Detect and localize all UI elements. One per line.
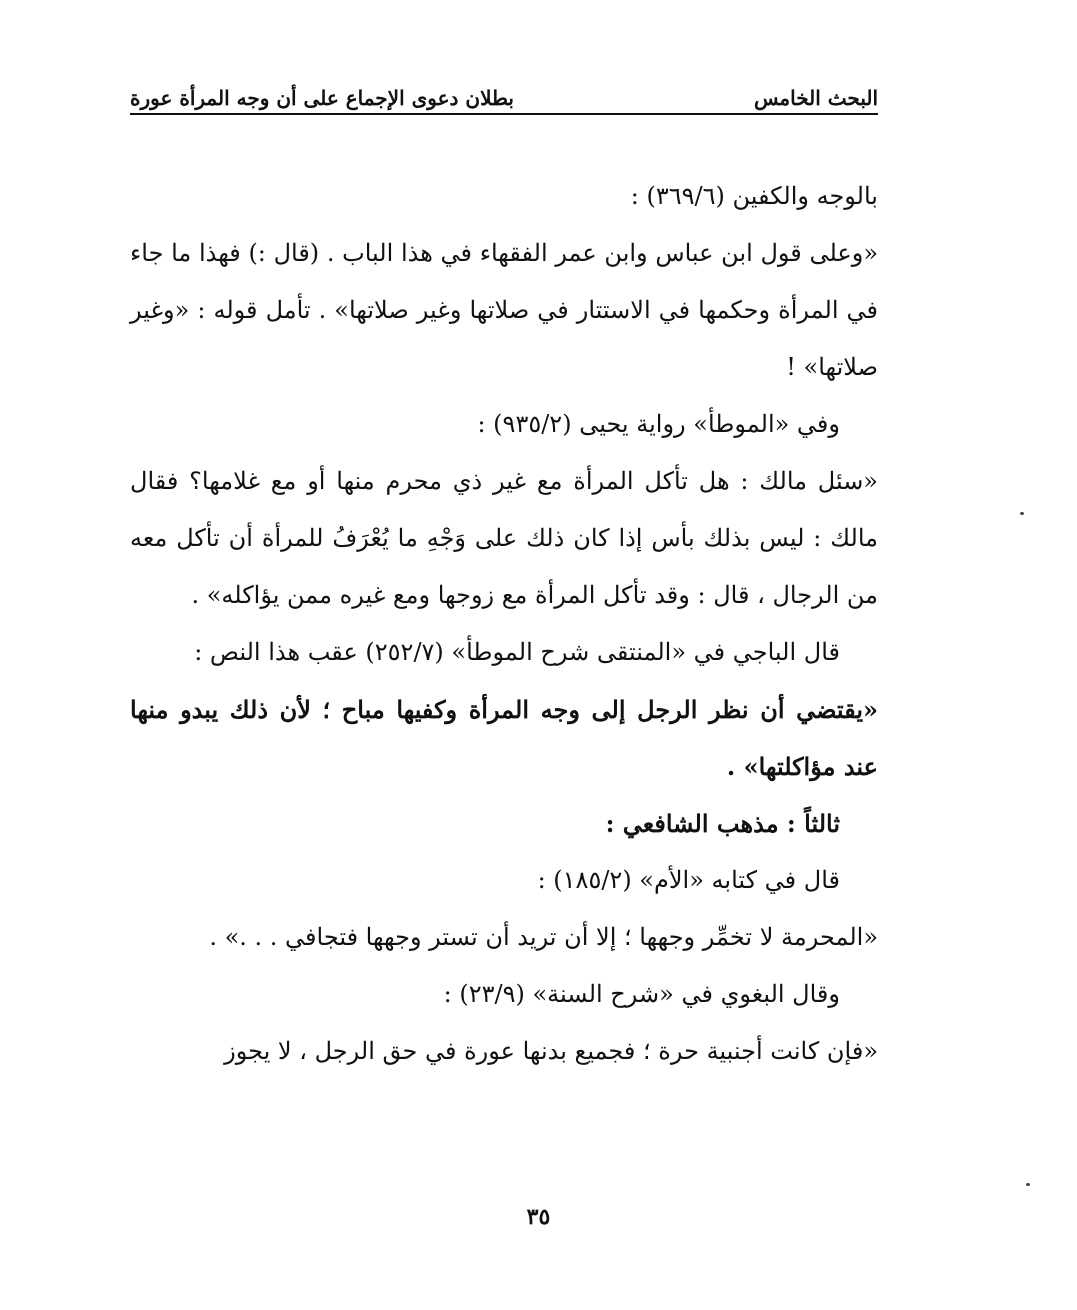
chapter-label: البحث الخامس bbox=[753, 86, 878, 110]
scan-speck bbox=[1026, 1183, 1030, 1186]
baji-reference: قال الباجي في «المنتقى شرح الموطأ» (٢٥٢/٧) عقب هذا النص : bbox=[194, 638, 840, 666]
umm-reference: قال في كتابه «الأم» (١٨٥/٢) : bbox=[537, 866, 840, 894]
quote-baji: «يقتضي أن نظر الرجل إلى وجه المرأة وكفيها مباح ؛ لأن ذلك يبدو منها عند مؤاكلتها» . bbox=[130, 695, 878, 781]
paragraph-continuation: بالوجه والكفين (٣٦٩/٦) : bbox=[630, 182, 878, 210]
chapter-title: بطلان دعوى الإجماع على أن وجه المرأة عورة bbox=[130, 86, 514, 110]
page-body bbox=[130, 168, 878, 1080]
section-heading-shafii: ثالثاً : مذهب الشافعي : bbox=[605, 809, 840, 838]
baghawi-reference: وقال البغوي في «شرح السنة» (٢٣/٩) : bbox=[443, 980, 840, 1008]
page-number: ٣٥ bbox=[526, 1204, 551, 1230]
running-header bbox=[130, 70, 878, 110]
muwatta-reference: وفي «الموطأ» رواية يحيى (٩٣٥/٢) : bbox=[477, 410, 840, 438]
quote-umm: «المحرمة لا تخمِّر وجهها ؛ إلا أن تريد أن تستر وجهها فتجافي . . .» . bbox=[209, 923, 878, 951]
quote-malik: «سئل مالك : هل تأكل المرأة مع غير ذي محرم منها أو مع غلامها؟ فقال مالك : ليس بذلك بأس إذا كان ذلك على وَجْهِ ما يُعْرَفُ للمرأة أن تأكل معه من الرجال ، قال : وقد تأكل المرأة مع زوجها ومع غيره ممن يؤاكله» . bbox=[130, 467, 878, 609]
quote-ibn-abbas: «وعلى قول ابن عباس وابن عمر الفقهاء في هذا الباب . (قال :) فهذا ما جاء في المرأة وحكمها في الاستتار في صلاتها وغير صلاتها» . تأمل قوله : «وغير صلاتها» ! bbox=[130, 239, 878, 381]
header-divider bbox=[130, 113, 878, 115]
quote-baghawi: «فإن كانت أجنبية حرة ؛ فجميع بدنها عورة في حق الرجل ، لا يجوز bbox=[224, 1037, 878, 1065]
scan-speck bbox=[1020, 512, 1024, 515]
